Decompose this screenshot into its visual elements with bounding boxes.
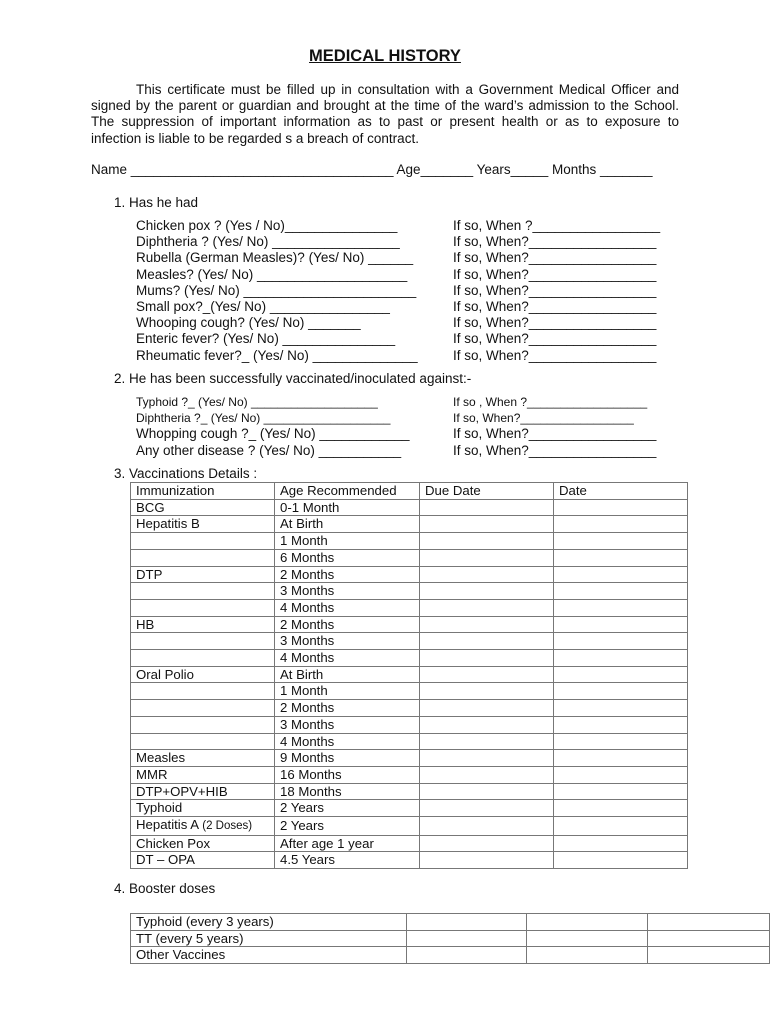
immunization-cell: DT – OPA bbox=[131, 852, 275, 869]
booster-table bbox=[130, 913, 770, 964]
immunization-cell bbox=[131, 700, 275, 717]
table-row bbox=[131, 766, 688, 783]
header-age: Age Recommended bbox=[275, 483, 420, 500]
booster-cell bbox=[647, 947, 769, 964]
history-when: If so, When?_________________ bbox=[453, 315, 657, 331]
date-cell bbox=[554, 516, 688, 533]
history-when: If so, When?_________________ bbox=[453, 299, 657, 314]
date-cell bbox=[554, 599, 688, 616]
age-cell: 4 Months bbox=[275, 650, 420, 667]
booster-label-cell: TT (every 5 years) bbox=[131, 930, 407, 947]
booster-cell bbox=[527, 914, 647, 931]
immunization-cell: Measles bbox=[131, 750, 275, 767]
history-item: Enteric fever? (Yes/ No) _______________ bbox=[136, 331, 396, 347]
vaccination-table bbox=[130, 482, 688, 869]
header-date: Date bbox=[554, 483, 688, 500]
date-cell bbox=[554, 666, 688, 683]
age-cell: 4 Months bbox=[275, 599, 420, 616]
table-header-row bbox=[131, 483, 688, 500]
date-cell bbox=[554, 817, 688, 836]
table-row bbox=[131, 599, 688, 616]
immunization-cell bbox=[131, 533, 275, 550]
history-item: Whooping cough? (Yes/ No) _______ bbox=[136, 315, 361, 331]
table-row bbox=[131, 633, 688, 650]
due-date-cell bbox=[420, 800, 554, 817]
age-cell: 2 Months bbox=[275, 566, 420, 583]
page-title: MEDICAL HISTORY bbox=[309, 47, 461, 65]
due-date-cell bbox=[420, 716, 554, 733]
due-date-cell bbox=[420, 683, 554, 700]
booster-cell bbox=[647, 930, 769, 947]
date-cell bbox=[554, 533, 688, 550]
booster-cell bbox=[406, 914, 526, 931]
section-4-heading: 4. Booster doses bbox=[114, 881, 216, 896]
table-row bbox=[131, 549, 688, 566]
immunization-cell bbox=[131, 549, 275, 566]
table-row bbox=[131, 700, 688, 717]
history-when: If so, When?_________________ bbox=[453, 347, 657, 363]
table-row bbox=[131, 616, 688, 633]
due-date-cell bbox=[420, 750, 554, 767]
immunization-cell bbox=[131, 650, 275, 667]
due-date-cell bbox=[420, 783, 554, 800]
date-cell bbox=[554, 650, 688, 667]
history-item: Diphtheria ? (Yes/ No) _________________ bbox=[136, 234, 400, 250]
table-row bbox=[131, 516, 688, 533]
age-cell: After age 1 year bbox=[275, 835, 420, 852]
table-row bbox=[131, 800, 688, 817]
date-cell bbox=[554, 549, 688, 566]
due-date-cell bbox=[420, 700, 554, 717]
table-row bbox=[131, 566, 688, 583]
history-item: Chicken pox ? (Yes / No)_______________ bbox=[136, 218, 398, 233]
due-date-cell bbox=[420, 852, 554, 869]
age-cell: 4.5 Years bbox=[275, 852, 420, 869]
immunization-cell: Typhoid bbox=[131, 800, 275, 817]
booster-cell bbox=[527, 947, 647, 964]
due-date-cell bbox=[420, 666, 554, 683]
table-row bbox=[131, 733, 688, 750]
history-item: Small pox?_(Yes/ No) ________________ bbox=[136, 299, 390, 314]
table-row bbox=[131, 666, 688, 683]
age-cell: 6 Months bbox=[275, 549, 420, 566]
date-cell bbox=[554, 800, 688, 817]
age-cell: 0-1 Month bbox=[275, 499, 420, 516]
due-date-cell bbox=[420, 533, 554, 550]
section-2-heading: 2. He has been successfully vaccinated/inoculated against:- bbox=[114, 371, 472, 386]
immunization-cell: Hepatitis A (2 Doses) bbox=[131, 817, 275, 836]
vaccinated-when: If so , When ?__________________ bbox=[453, 395, 648, 409]
vaccinated-item: Any other disease ? (Yes/ No) ___________ bbox=[136, 442, 402, 458]
history-item: Measles? (Yes/ No) ____________________ bbox=[136, 266, 408, 282]
immunization-cell bbox=[131, 733, 275, 750]
age-cell: 3 Months bbox=[275, 633, 420, 650]
history-item: Rubella (German Measles)? (Yes/ No) ______ bbox=[136, 250, 414, 266]
table-row bbox=[131, 852, 688, 869]
immunization-cell: BCG bbox=[131, 499, 275, 516]
table-row bbox=[131, 583, 688, 600]
table-row bbox=[131, 650, 688, 667]
table-row bbox=[131, 817, 688, 836]
date-cell bbox=[554, 766, 688, 783]
date-cell bbox=[554, 616, 688, 633]
age-cell: 9 Months bbox=[275, 750, 420, 767]
age-cell: 1 Month bbox=[275, 533, 420, 550]
table-row bbox=[131, 683, 688, 700]
age-cell: 2 Years bbox=[275, 817, 420, 836]
age-cell: 3 Months bbox=[275, 583, 420, 600]
due-date-cell bbox=[420, 650, 554, 667]
date-cell bbox=[554, 750, 688, 767]
booster-cell bbox=[406, 930, 526, 947]
table-row bbox=[131, 750, 688, 767]
doses-note: (2 Doses) bbox=[199, 820, 253, 833]
table-row bbox=[131, 716, 688, 733]
date-cell bbox=[554, 583, 688, 600]
booster-row bbox=[131, 914, 770, 931]
booster-cell bbox=[406, 947, 526, 964]
age-cell: 3 Months bbox=[275, 716, 420, 733]
immunization-cell: Oral Polio bbox=[131, 666, 275, 683]
table-row bbox=[131, 499, 688, 516]
due-date-cell bbox=[420, 817, 554, 836]
due-date-cell bbox=[420, 599, 554, 616]
vaccinated-when: If so, When?_________________ bbox=[453, 426, 657, 442]
table-row bbox=[131, 835, 688, 852]
due-date-cell bbox=[420, 766, 554, 783]
due-date-cell bbox=[420, 835, 554, 852]
date-cell bbox=[554, 700, 688, 717]
table-row bbox=[131, 533, 688, 550]
date-cell bbox=[554, 633, 688, 650]
name-age-line: Name ___________________________________ Age_______ Years_____ Months _______ bbox=[91, 162, 653, 177]
booster-row bbox=[131, 947, 770, 964]
date-cell bbox=[554, 733, 688, 750]
age-cell: 4 Months bbox=[275, 733, 420, 750]
immunization-cell: DTP bbox=[131, 566, 275, 583]
date-cell bbox=[554, 852, 688, 869]
header-immunization: Immunization bbox=[131, 483, 275, 500]
vaccinated-item: Whopping cough ?_ (Yes/ No) ____________ bbox=[136, 426, 410, 442]
vaccinated-item: Typhoid ?_ (Yes/ No) ___________________ bbox=[136, 395, 378, 409]
booster-row bbox=[131, 930, 770, 947]
due-date-cell bbox=[420, 566, 554, 583]
immunization-cell: DTP+OPV+HIB bbox=[131, 783, 275, 800]
vaccinated-when: If so, When?_________________ bbox=[453, 442, 657, 458]
history-when: If so, When?_________________ bbox=[453, 234, 657, 250]
due-date-cell bbox=[420, 499, 554, 516]
date-cell bbox=[554, 835, 688, 852]
age-cell: 16 Months bbox=[275, 766, 420, 783]
history-when: If so, When?_________________ bbox=[453, 282, 657, 298]
age-cell: At Birth bbox=[275, 666, 420, 683]
due-date-cell bbox=[420, 549, 554, 566]
history-item: Rheumatic fever?_ (Yes/ No) ______________ bbox=[136, 347, 418, 363]
immunization-cell: Hepatitis B bbox=[131, 516, 275, 533]
table-row bbox=[131, 783, 688, 800]
section-3-heading: 3. Vaccinations Details : bbox=[114, 466, 258, 481]
vaccinated-when: If so, When?_________________ bbox=[453, 411, 634, 426]
age-cell: 2 Months bbox=[275, 700, 420, 717]
date-cell bbox=[554, 716, 688, 733]
immunization-cell: HB bbox=[131, 616, 275, 633]
date-cell bbox=[554, 499, 688, 516]
age-cell: 2 Years bbox=[275, 800, 420, 817]
due-date-cell bbox=[420, 616, 554, 633]
history-when: If so, When?_________________ bbox=[453, 250, 657, 266]
immunization-cell bbox=[131, 583, 275, 600]
history-when: If so, When?_________________ bbox=[453, 331, 657, 347]
history-item: Mums? (Yes/ No) _______________________ bbox=[136, 282, 417, 298]
booster-cell bbox=[527, 930, 647, 947]
immunization-cell: Chicken Pox bbox=[131, 835, 275, 852]
due-date-cell bbox=[420, 516, 554, 533]
age-cell: At Birth bbox=[275, 516, 420, 533]
due-date-cell bbox=[420, 733, 554, 750]
history-when: If so, When ?_________________ bbox=[453, 218, 661, 233]
due-date-cell bbox=[420, 633, 554, 650]
immunization-cell bbox=[131, 599, 275, 616]
header-due-date: Due Date bbox=[420, 483, 554, 500]
date-cell bbox=[554, 566, 688, 583]
immunization-cell: MMR bbox=[131, 766, 275, 783]
intro-paragraph: This certificate must be filled up in consultation with a Government Medical Officer and signed by the parent or guardian and brought at the time of the ward’s admission to the School. The suppression of important information as to past or present health or as to exposure to infection is liable to be regarded s a breach of contract. bbox=[91, 82, 679, 146]
age-cell: 1 Month bbox=[275, 683, 420, 700]
booster-label-cell: Other Vaccines bbox=[131, 947, 407, 964]
section-1-heading: 1. Has he had bbox=[114, 195, 199, 210]
immunization-cell bbox=[131, 683, 275, 700]
booster-cell bbox=[647, 914, 769, 931]
booster-label-cell: Typhoid (every 3 years) bbox=[131, 914, 407, 931]
age-cell: 2 Months bbox=[275, 616, 420, 633]
date-cell bbox=[554, 783, 688, 800]
immunization-cell bbox=[131, 716, 275, 733]
date-cell bbox=[554, 683, 688, 700]
due-date-cell bbox=[420, 583, 554, 600]
history-when: If so, When?_________________ bbox=[453, 266, 657, 282]
immunization-cell bbox=[131, 633, 275, 650]
vaccinated-item: Diphtheria ?_ (Yes/ No) ___________________ bbox=[136, 411, 391, 426]
age-cell: 18 Months bbox=[275, 783, 420, 800]
